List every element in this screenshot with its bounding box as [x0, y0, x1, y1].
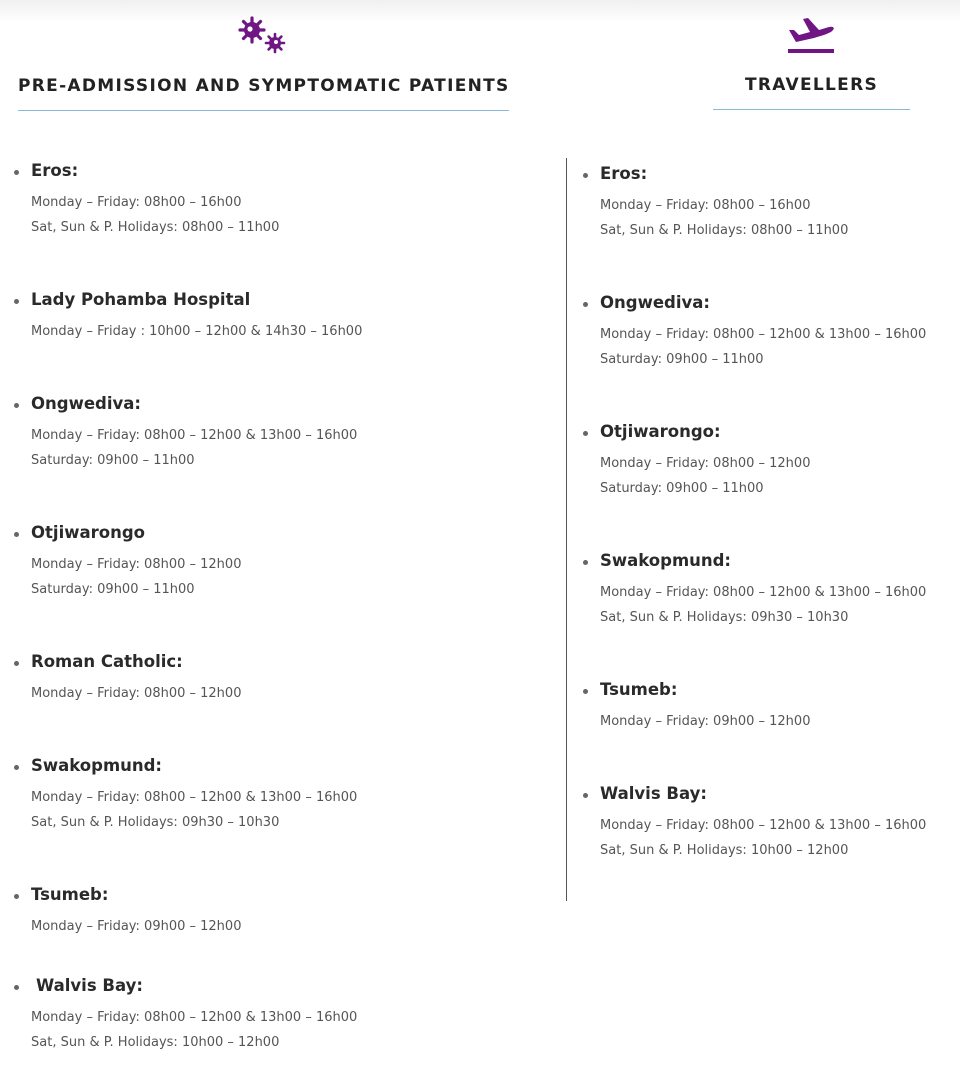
location-name: Walvis Bay:	[600, 784, 707, 803]
location-name: Lady Pohamba Hospital	[31, 290, 251, 309]
right-header-underline	[713, 109, 910, 110]
left-header-underline	[18, 110, 509, 111]
location-eros	[12, 160, 552, 289]
location-walvis-bay	[12, 975, 552, 1055]
location-name: Walvis Bay:	[36, 976, 143, 995]
location-walvis-bay	[581, 783, 956, 912]
location-hours: Monday – Friday: 08h00 – 12h00 & 13h00 – 16h00	[31, 1010, 358, 1025]
location-hours: Monday – Friday: 09h00 – 12h00	[31, 919, 242, 934]
location-name: Tsumeb:	[31, 885, 109, 904]
location-hours: Sat, Sun & P. Holidays: 08h00 – 11h00	[31, 220, 280, 235]
right-column-header	[713, 12, 910, 110]
location-hours: Saturday: 09h00 – 11h00	[600, 481, 764, 496]
location-hours: Saturday: 09h00 – 11h00	[600, 352, 764, 367]
location-hours: Monday – Friday : 10h00 – 12h00 & 14h30 – 16h00	[31, 324, 363, 339]
virus-icon	[238, 14, 288, 56]
pre-admission-locations-list	[12, 160, 552, 1055]
location-name: Swakopmund:	[600, 551, 732, 570]
location-tsumeb	[581, 679, 956, 783]
location-hours: Monday – Friday: 08h00 – 12h00 & 13h00 – 16h00	[600, 585, 927, 600]
location-otjiwarongo	[12, 522, 552, 651]
location-hours: Saturday: 09h00 – 11h00	[31, 453, 195, 468]
location-roman-catholic	[12, 651, 552, 755]
location-swakopmund	[12, 755, 552, 884]
location-ongwediva	[581, 292, 956, 421]
travellers-locations-list	[581, 163, 956, 912]
location-swakopmund	[581, 550, 956, 679]
location-hours: Monday – Friday: 08h00 – 12h00 & 13h00 – 16h00	[600, 818, 927, 833]
left-column-title: PRE-ADMISSION AND SYMPTOMATIC PATIENTS	[18, 76, 510, 96]
airplane-departure-icon	[786, 16, 836, 56]
location-hours: Monday – Friday: 08h00 – 12h00 & 13h00 – 16h00	[31, 428, 358, 443]
location-name: Eros:	[31, 161, 79, 180]
location-eros	[581, 163, 956, 292]
location-hours: Sat, Sun & P. Holidays: 08h00 – 11h00	[600, 223, 849, 238]
location-otjiwarongo	[581, 421, 956, 550]
location-hours: Sat, Sun & P. Holidays: 09h30 – 10h30	[600, 610, 849, 625]
location-ongwediva	[12, 393, 552, 522]
location-name: Eros:	[600, 164, 648, 183]
location-name: Tsumeb:	[600, 680, 678, 699]
location-hours: Monday – Friday: 08h00 – 16h00	[31, 195, 242, 210]
location-hours: Monday – Friday: 08h00 – 12h00 & 13h00 – 16h00	[600, 327, 927, 342]
location-name: Otjiwarongo:	[600, 422, 721, 441]
location-name: Ongwediva:	[600, 293, 710, 312]
location-name: Otjiwarongo	[31, 523, 145, 542]
location-hours: Sat, Sun & P. Holidays: 10h00 – 12h00	[31, 1035, 280, 1050]
location-hours: Sat, Sun & P. Holidays: 10h00 – 12h00	[600, 843, 849, 858]
column-divider	[566, 158, 567, 901]
location-hours: Monday – Friday: 08h00 – 16h00	[600, 198, 811, 213]
location-hours: Monday – Friday: 08h00 – 12h00 & 13h00 – 16h00	[31, 790, 358, 805]
location-hours: Monday – Friday: 08h00 – 12h00	[31, 557, 242, 572]
location-hours: Monday – Friday: 08h00 – 12h00	[31, 686, 242, 701]
location-name: Roman Catholic:	[31, 652, 183, 671]
left-column-header	[18, 12, 509, 111]
location-name: Ongwediva:	[31, 394, 141, 413]
location-hours: Monday – Friday: 09h00 – 12h00	[600, 714, 811, 729]
location-name: Swakopmund:	[31, 756, 163, 775]
location-hours: Monday – Friday: 08h00 – 12h00	[600, 456, 811, 471]
location-hours: Saturday: 09h00 – 11h00	[31, 582, 195, 597]
right-column-title: TRAVELLERS	[744, 75, 879, 95]
location-tsumeb	[12, 884, 552, 975]
location-lady-pohamba-hospital	[12, 289, 552, 393]
location-hours: Sat, Sun & P. Holidays: 09h30 – 10h30	[31, 815, 280, 830]
